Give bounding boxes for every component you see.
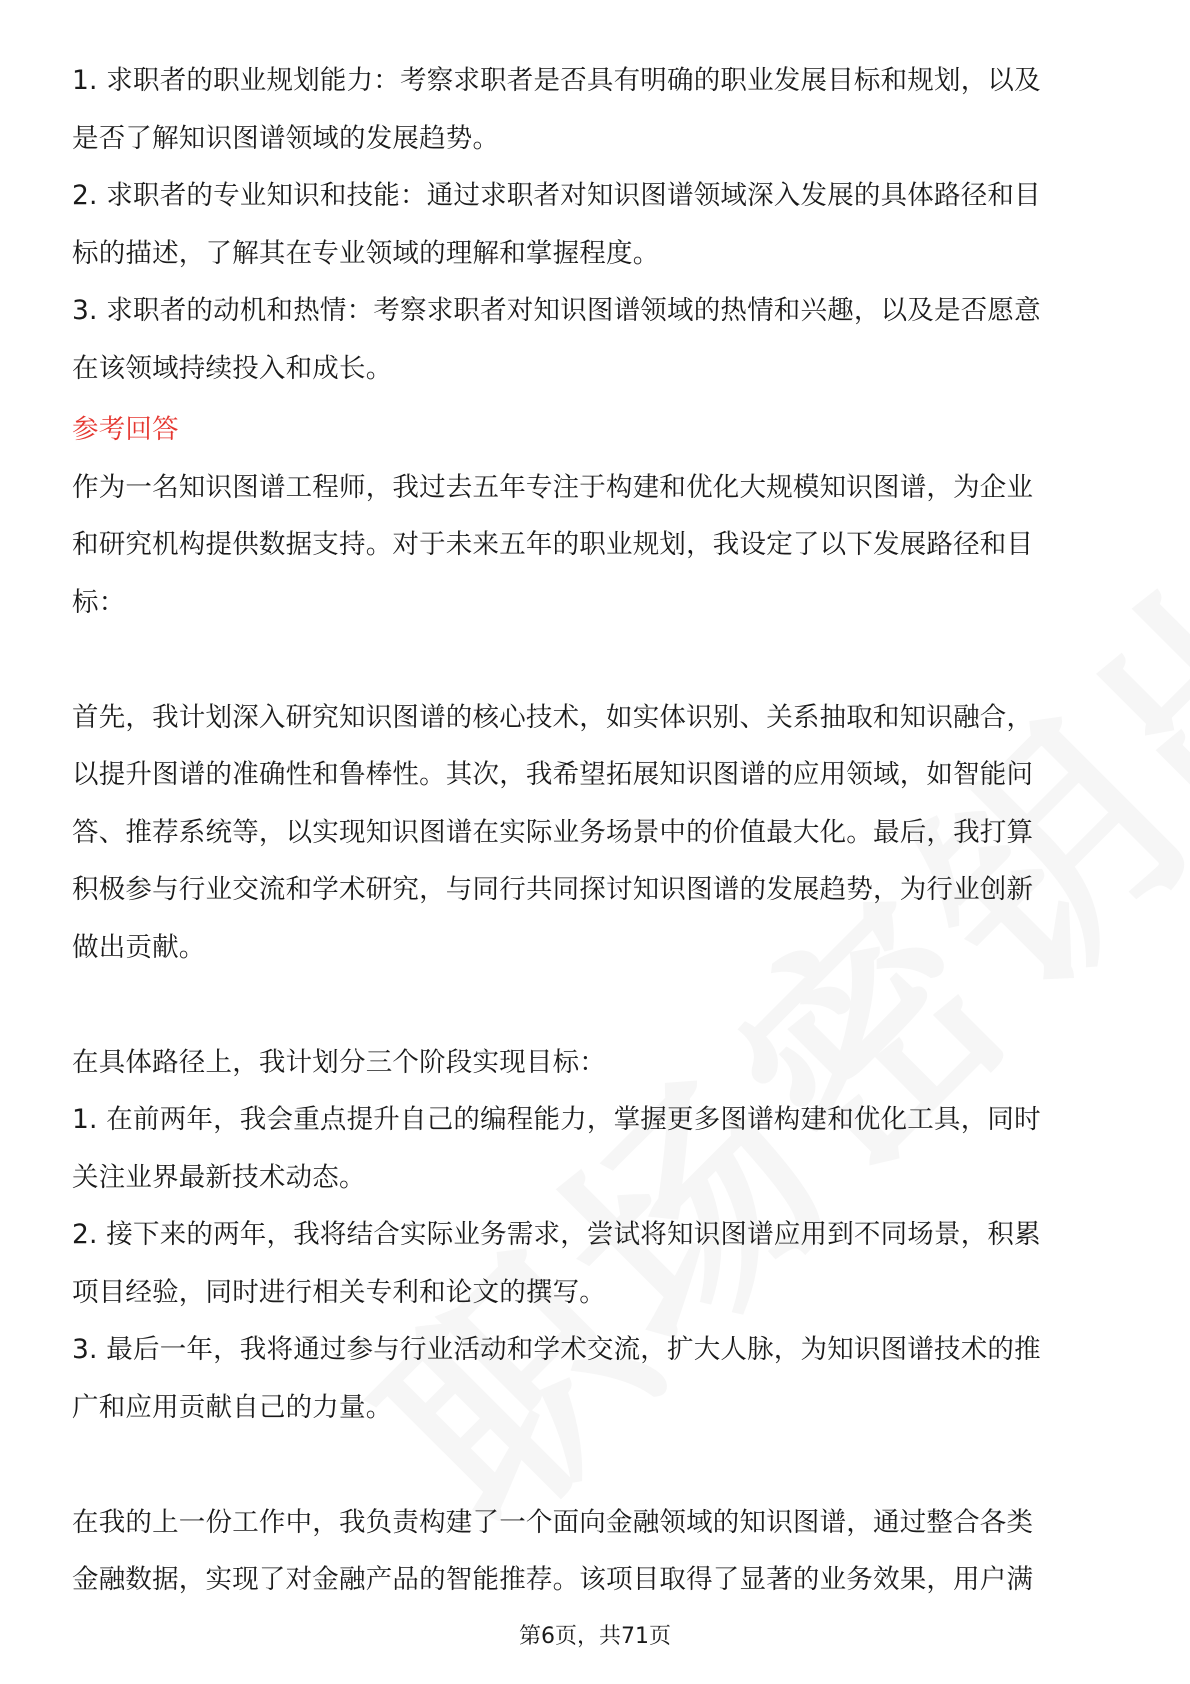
text-line: 在该领域持续投入和成长。 bbox=[72, 352, 393, 384]
text-line: 在具体路径上，我计划分三个阶段实现目标： bbox=[72, 1046, 606, 1078]
text-line: 3. 求职者的动机和热情：考察求职者对知识图谱领域的热情和兴趣，以及是否愿意 bbox=[72, 295, 1041, 326]
text-line: 1. 在前两年，我会重点提升自己的编程能力，掌握更多图谱构建和优化工具，同时 bbox=[72, 1104, 1041, 1135]
text-line: 积极参与行业交流和学术研究，与同行共同探讨知识图谱的发展趋势，为行业创新 bbox=[72, 874, 1034, 905]
text-line: 首先，我计划深入研究知识图谱的核心技术，如实体识别、关系抽取和知识融合， bbox=[72, 701, 1034, 733]
text-line: 项目经验，同时进行相关专利和论文的撰写。 bbox=[72, 1276, 606, 1308]
text-line: 和研究机构提供数据支持。对于未来五年的职业规划，我设定了以下发展路径和目 bbox=[72, 529, 1034, 560]
text-line: 金融数据，实现了对金融产品的智能推荐。该项目取得了显著的业务效果，用户满 bbox=[72, 1564, 1034, 1595]
paragraph-gap bbox=[72, 976, 1118, 1034]
text-line: 关注业界最新技术动态。 bbox=[72, 1161, 366, 1193]
document-body bbox=[72, 52, 1118, 1609]
text-line: 以提升图谱的准确性和鲁棒性。其次，我希望拓展知识图谱的应用领域，如智能问 bbox=[72, 759, 1034, 790]
text-line: 作为一名知识图谱工程师，我过去五年专注于构建和优化大规模知识图谱，为企业 bbox=[72, 471, 1034, 503]
paragraph-gap bbox=[72, 631, 1118, 689]
text-line: 2. 接下来的两年，我将结合实际业务需求，尝试将知识图谱应用到不同场景，积累 bbox=[72, 1219, 1041, 1250]
evaluation-points bbox=[72, 52, 1118, 397]
text-line: 答、推荐系统等，以实现知识图谱在实际业务场景中的价值最大化。最后，我打算 bbox=[72, 816, 1034, 848]
text-line: 标的描述，了解其在专业领域的理解和掌握程度。 bbox=[72, 237, 660, 269]
experience-paragraph bbox=[72, 1494, 1118, 1609]
intro-paragraph bbox=[72, 459, 1118, 632]
text-line: 是否了解知识图谱领域的发展趋势。 bbox=[72, 122, 500, 154]
text-line: 做出贡献。 bbox=[72, 931, 206, 963]
text-line: 在我的上一份工作中，我负责构建了一个面向金融领域的知识图谱，通过整合各类 bbox=[72, 1506, 1034, 1538]
text-line: 1. 求职者的职业规划能力：考察求职者是否具有明确的职业发展目标和规划，以及 bbox=[72, 65, 1041, 96]
path-paragraph bbox=[72, 1034, 1118, 1437]
plan-paragraph bbox=[72, 689, 1118, 977]
text-line: 广和应用贡献自己的力量。 bbox=[72, 1391, 393, 1423]
paragraph-gap bbox=[72, 1436, 1118, 1494]
text-line: 3. 最后一年，我将通过参与行业活动和学术交流，扩大人脉，为知识图谱技术的推 bbox=[72, 1334, 1041, 1365]
text-line: 标： bbox=[72, 586, 126, 618]
text-line: 2. 求职者的专业知识和技能：通过求职者对知识图谱领域深入发展的具体路径和目 bbox=[72, 180, 1041, 211]
page-footer: 第6页，共71页 bbox=[519, 1624, 671, 1649]
reference-heading: 参考回答 bbox=[72, 414, 179, 445]
